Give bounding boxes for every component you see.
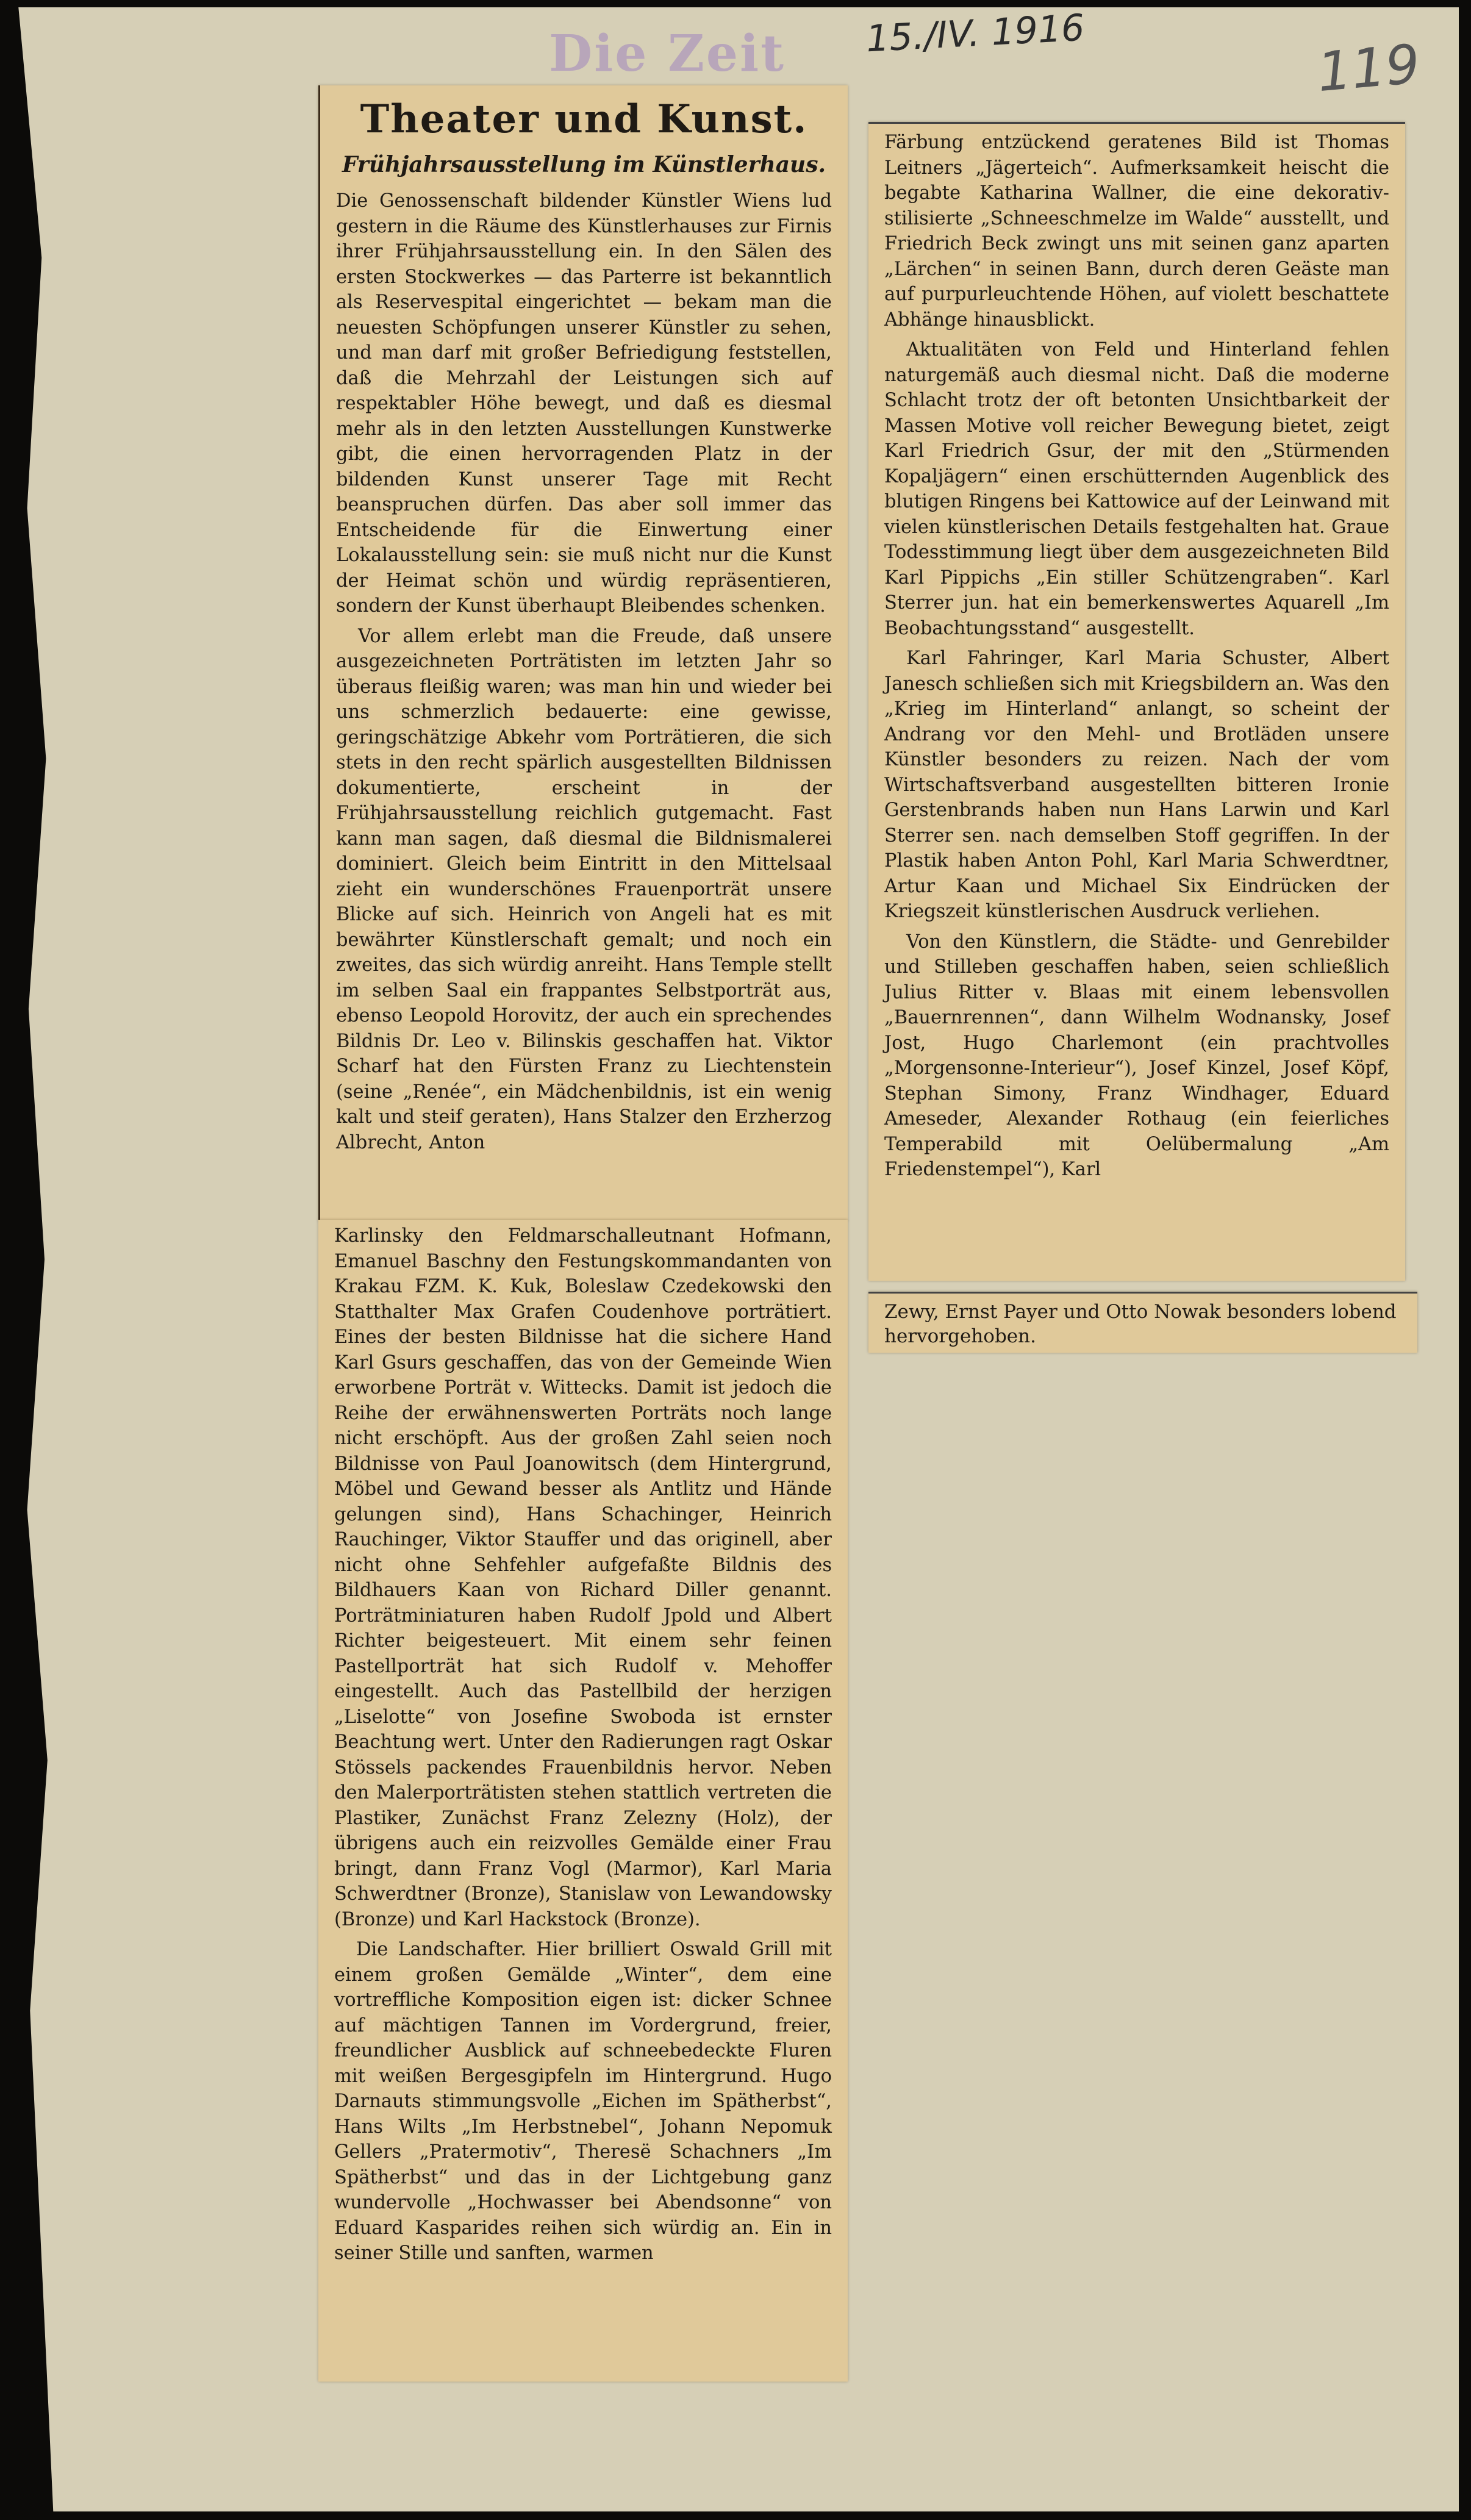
paragraph: Die Landschafter. Hier brilliert Oswald Grill mit einem großen Gemälde „Winter“, dem eine vortreffliche Komposition eigen ist: dicker Schnee auf mächtigen Tannen im Vordergrund, freier, freundlicher Ausblick auf schneebedeckte Fluren mit weißen Bergesgipfeln im Hintergrund. Hugo Darnauts stimmungsvolle „Eichen im Spätherbst“, Hans Wilts „Im Herbstnebel“, Johann Nepomuk Gellers „Pratermotiv“, Theresë Schachners „Im Spätherbst“ und das in der Lichtgebung ganz wundervolle „Hochwasser bei Abendsonne“ von Eduard Kasparides reihen sich würdig an. Ein in seiner Stille und sanften, warmen: [334, 1939, 832, 2264]
clipping-column-2: [318, 1220, 848, 2382]
article-headline: Theater und Kunst.: [360, 96, 808, 142]
paragraph: Färbung entzückend geratenes Bild ist Thomas Leitners „Jägerteich“. Aufmerksamkeit heischt die begabte Katharina Wallner, die eine dekorativ-stilisierte „Schneeschmelze im Walde“ ausstellt, und Friedrich Beck zwingt uns mit seinen ganz aparten „Lärchen“ in seinen Bann, durch deren Geäste man auf purpurleuchtende Höhen, auf violett beschattete Abhänge hinausblickt.: [884, 132, 1389, 331]
newspaper-stamp: Die Zeit: [549, 24, 786, 83]
paragraph: Aktualitäten von Feld und Hinterland fehlen naturgemäß auch diesmal nicht. Daß die moderne Schlacht trotz der oft betonten Unsichtbarkeit der Massen Motive voll reicher Bewegung bietet, zeigt Karl Friedrich Gsur, der mit den „Stürmenden Kopaljägern“ einen erschütternden Augenblick des blutigen Ringens bei Kattowice auf der Leinwand mit vielen künstlerischen Details festgehalten hat. Graue Todesstimmung liegt über dem ausgezeichneten Bild Karl Pippichs „Ein stiller Schützengraben“. Karl Sterrer jun. hat ein bemerkenswertes Aquarell „Im Beobachtungsstand“ ausgestellt.: [884, 339, 1389, 639]
clipping-column-1: [318, 85, 848, 1221]
paragraph: Karl Fahringer, Karl Maria Schuster, Albert Janesch schließen sich mit Kriegsbildern an. Was den „Krieg im Hinterland“ anlangt, so scheint der Andrang vor den Mehl- und Brotläden unsere Künstler besonders zu reizen. Nach der vom Wirtschaftsverband ausgestellten bitteren Ironie Gerstenbrands haben nun Hans Larwin und Karl Sterrer sen. nach demselben Stoff gegriffen. In der Plastik haben Anton Pohl, Karl Maria Schwerdtner, Artur Kaan und Michael Six Eindrücken der Kriegszeit künstlerischen Ausdruck verliehen.: [884, 648, 1389, 922]
clipping-column-4: [868, 1292, 1417, 1353]
paragraph: Zewy, Ernst Payer und Otto Nowak besonders lobend hervorgehoben.: [884, 1301, 1397, 1347]
paragraph: Karlinsky den Feldmarschalleutnant Hofmann, Emanuel Baschny den Festungskommandanten von Krakau FZM. K. Kuk, Boleslaw Czedekowski den Statthalter Max Grafen Coudenhove porträtiert. Eines der besten Bildnisse hat die sichere Hand Karl Gsurs geschaffen, das von der Gemeinde Wien erworbene Porträt v. Wittecks. Damit ist jedoch die Reihe der erwähnenswerten Porträts noch lange nicht erschöpft. Aus der großen Zahl seien noch Bildnisse von Paul Joanowitsch (dem Hintergrund, Möbel und Gewand besser als Antlitz und Hände gelungen sind), Hans Schachinger, Heinrich Rauchinger, Viktor Stauffer und das originell, aber nicht ohne Sehfehler aufgefaßte Bildnis des Bildhauers Kaan von Richard Diller genannt. Porträtminiaturen haben Rudolf Jpold und Albert Richter beigesteuert. Mit einem sehr feinen Pastellporträt hat sich Rudolf v. Mehoffer eingestellt. Auch das Pastellbild der herzigen „Liselotte“ von Josefine Swoboda ist ernster Beachtung wert. Unter den Radierungen ragt Oskar Stössels packendes Frauenbildnis hervor. Neben den Malerporträtisten stehen stattlich vertreten die Plastiker, Zunächst Franz Zelezny (Holz), der übrigens auch ein reizvolles Gemälde einer Frau bringt, dann Franz Vogl (Marmor), Karl Maria Schwerdtner (Bronze), Stanislaw von Lewandowsky (Bronze) und Karl Hackstock (Bronze).: [334, 1225, 832, 1930]
paragraph: Von den Künstlern, die Städte- und Genrebilder und Stilleben geschaffen haben, seien schließlich Julius Ritter v. Blaas mit einem lebensvollen „Bauernrennen“, dann Wilhelm Wodnansky, Josef Jost, Hugo Charlemont (ein prachtvolles „Morgensonne-Interieur“), Josef Kinzel, Josef Köpf, Stephan Simony, Franz Windhager, Eduard Ameseder, Alexander Rothaug (ein feierliches Temperabild mit Oelübermalung „Am Friedenstempel“), Karl: [884, 931, 1389, 1180]
paragraph: Vor allem erlebt man die Freude, daß unsere ausgezeichneten Porträtisten im letzten Jahr so überaus fleißig waren; was man hin und wieder bei uns schmerzlich bedauerte: eine gewisse, geringschätzige Abkehr vom Porträtieren, die sich stets in den recht spärlich ausgestellten Bildnissen dokumentierte, erscheint in der Frühjahrsausstellung reichlich gutgemacht. Fast kann man sagen, daß diesmal die Bildnismalerei dominiert. Gleich beim Eintritt in den Mittelsaal zieht ein wunderschönes Frauenporträt unsere Blicke auf sich. Heinrich von Angeli hat es mit bewährter Künstlerschaft gemalt; und noch ein zweites, das sich würdig anreiht. Hans Temple stellt im selben Saal ein frappantes Selbstporträt aus, ebenso Leopold Horovitz, der auch ein sprechendes Bildnis Dr. Leo v. Bilinskis geschaffen hat. Viktor Scharf hat den Fürsten Franz zu Liechtenstein (seine „Renée“, ein Mädchenbildnis, ist ein wenig kalt und steif geraten), Hans Stalzer den Erzherzog Albrecht, Anton: [336, 625, 832, 1153]
handwritten-number: 119: [1314, 32, 1423, 104]
article-subheadline: Frühjahrsausstellung im Künstlerhaus.: [342, 152, 826, 177]
paragraph: Die Genossenschaft bildender Künstler Wiens lud gestern in die Räume des Künstlerhauses zur Firnis ihrer Frühjahrsausstellung ein. In den Sälen des ersten Stockwerkes — das Parterre ist bekanntlich als Reservespital eingerichtet — bekam man die neuesten Schöpfungen unserer Künstler zu sehen, und man darf mit großer Befriedigung feststellen, daß die Mehrzahl der Leistungen sich auf respektabler Höhe bewegt, und daß es diesmal mehr als in den letzten Ausstellungen Kunstwerke gibt, die einen hervorragenden Platz in der bildenden Kunst unserer Tage mit Recht beanspruchen dürfen. Das aber soll immer das Entscheidende für die Einwertung einer Lokalausstellung sein: sie muß nicht nur die Kunst der Heimat schön und würdig repräsentieren, sondern der Kunst überhaupt Bleibendes schenken.: [336, 190, 832, 617]
handwritten-date: 15./IV. 1916: [865, 6, 1086, 61]
clipping-column-3: [868, 122, 1405, 1281]
